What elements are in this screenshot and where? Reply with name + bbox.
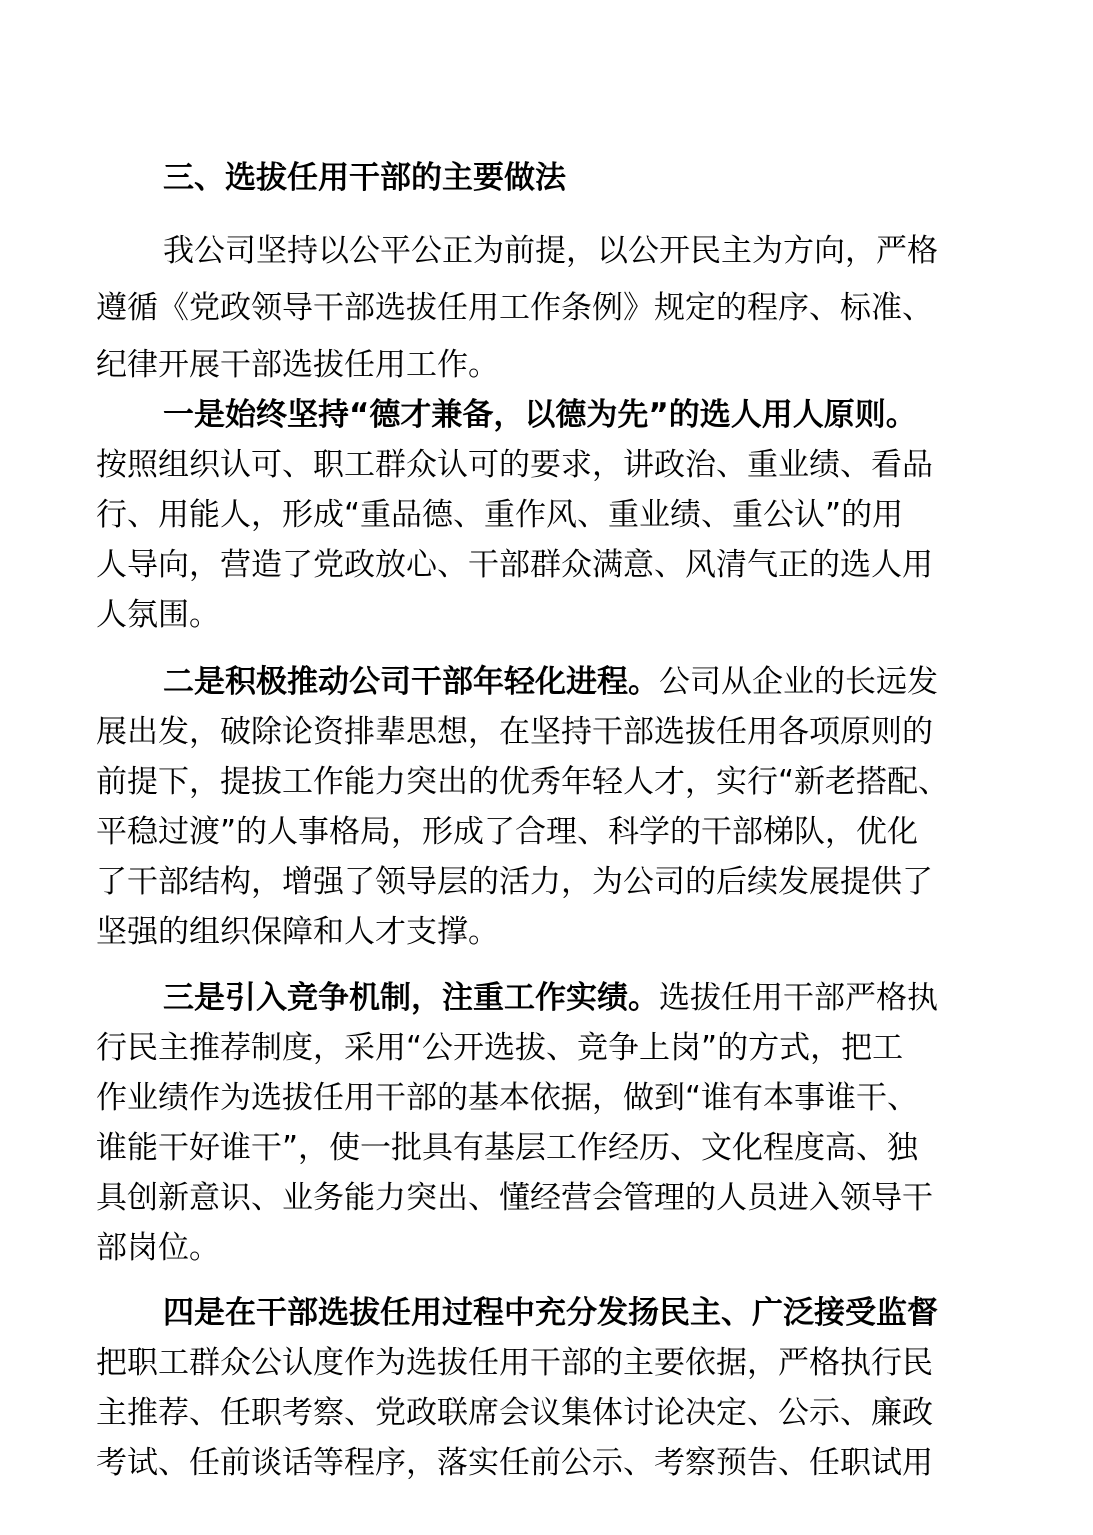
item-two-line: 坚强的组织保障和人才支撑。 xyxy=(96,914,499,950)
item-one-line: 行、用能人，形成“重品德、重作风、重业绩、重公认”的用 xyxy=(96,497,904,533)
item-three-first-line xyxy=(96,973,1006,1023)
item-two-title: 二是积极推动公司干部年轻化进程。 xyxy=(163,664,659,700)
item-three-line: 谁能干好谁干”，使一批具有基层工作经历、文化程度高、独 xyxy=(96,1130,919,1166)
item-three-line: 具创新意识、业务能力突出、懂经营会管理的人员进入领导干 xyxy=(96,1180,933,1216)
item-three-first-line-rest: 选拔任用干部严格执 xyxy=(659,980,938,1016)
intro-line: 纪律开展干部选拔任用工作。 xyxy=(96,347,499,383)
item-three-line: 行民主推荐制度，采用“公开选拔、竞争上岗”的方式，把工 xyxy=(96,1030,904,1066)
item-four-title: 四是在干部选拔任用过程中充分发扬民主、广泛接受监督 xyxy=(163,1295,938,1331)
intro-paragraph xyxy=(96,223,1006,394)
item-three-line: 部岗位。 xyxy=(96,1230,220,1266)
intro-line: 遵循《党政领导干部选拔任用工作条例》规定的程序、标准、 xyxy=(96,290,933,326)
item-two-first-line xyxy=(96,657,1006,707)
item-three-line: 作业绩作为选拔任用干部的基本依据，做到“谁有本事谁干、 xyxy=(96,1080,919,1116)
item-two-paragraph xyxy=(96,657,1006,957)
item-three-title: 三是引入竞争机制，注重工作实绩。 xyxy=(163,980,659,1016)
item-one-line: 按照组织认可、职工群众认可的要求，讲政治、重业绩、看品 xyxy=(96,447,933,483)
section-heading: 三、选拔任用干部的主要做法 xyxy=(163,160,566,196)
item-four-line: 考试、任前谈话等程序，落实任前公示、考察预告、任职试用 xyxy=(96,1445,933,1481)
intro-line: 我公司坚持以公平公正为前提，以公开民主为方向，严格 xyxy=(163,233,938,269)
item-three-paragraph xyxy=(96,973,1006,1273)
item-two-line: 前提下，提拔工作能力突出的优秀年轻人才，实行“新老搭配、 xyxy=(96,764,950,800)
item-four-line: 主推荐、任职考察、党政联席会议集体讨论决定、公示、廉政 xyxy=(96,1395,933,1431)
item-four-line: 把职工群众公认度作为选拔任用干部的主要依据，严格执行民 xyxy=(96,1345,933,1381)
item-two-line: 平稳过渡”的人事格局，形成了合理、科学的干部梯队，优化 xyxy=(96,814,919,850)
item-two-line: 了干部结构，增强了领导层的活力，为公司的后续发展提供了 xyxy=(96,864,933,900)
item-two-line: 展出发，破除论资排辈思想，在坚持干部选拔任用各项原则的 xyxy=(96,714,933,750)
item-one-title: 一是始终坚持“德才兼备，以德为先”的选人用人原则。 xyxy=(163,397,917,433)
item-one-line: 人氛围。 xyxy=(96,597,220,633)
item-one-paragraph xyxy=(96,390,1006,640)
item-two-first-line-rest: 公司从企业的长远发 xyxy=(659,664,938,700)
item-four-paragraph xyxy=(96,1288,1006,1488)
item-one-line: 人导向，营造了党政放心、干部群众满意、风清气正的选人用 xyxy=(96,547,933,583)
